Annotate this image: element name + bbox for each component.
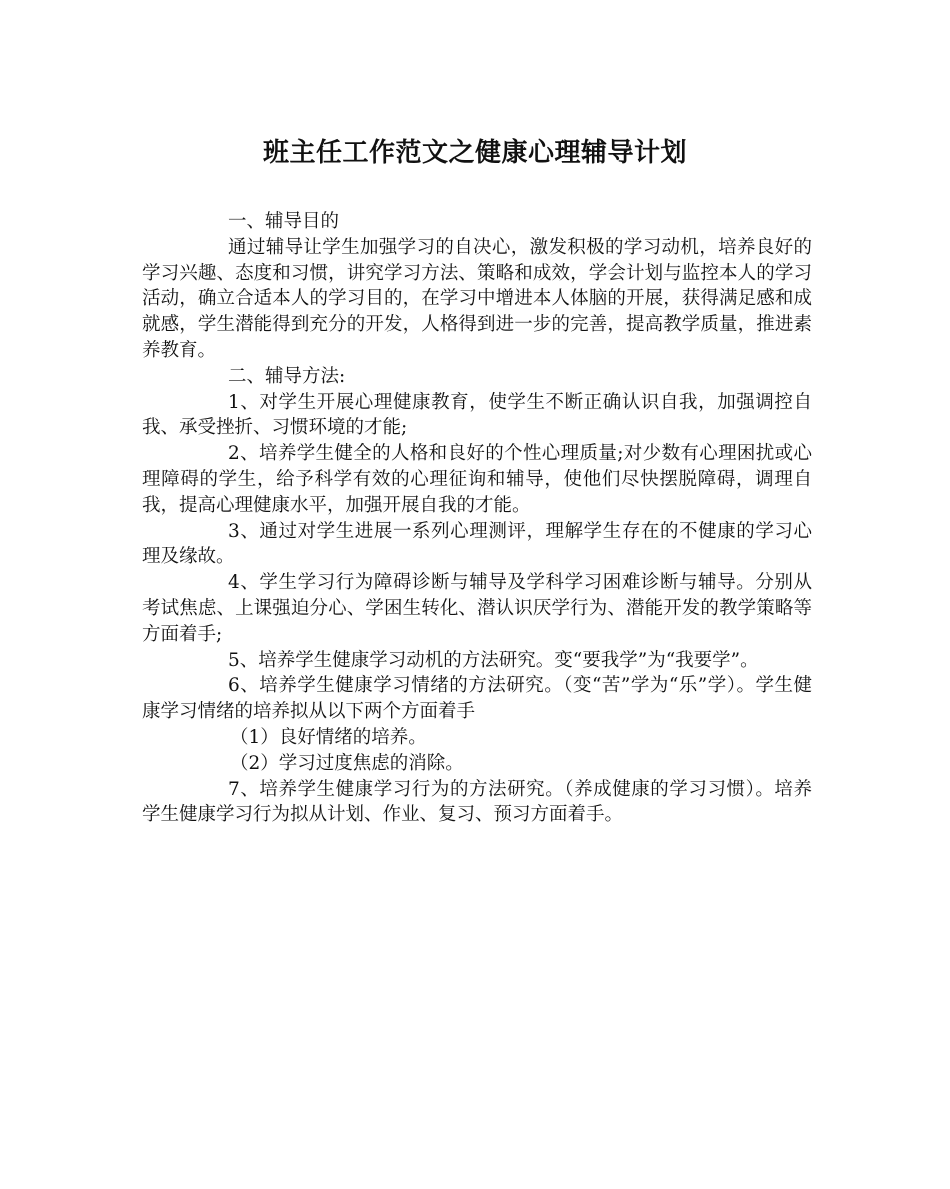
section-heading-methods: 二、辅导方法: xyxy=(228,365,346,387)
method-item-5: 5、培养学生健康学习动机的方法研究。变“要我学”为“我要学”。 xyxy=(228,649,759,671)
method-item-6-sub-1: （1）良好情绪的培养。 xyxy=(230,726,427,748)
document-body xyxy=(142,209,812,828)
method-item-3: 3、通过对学生进展一系列心理测评，理解学生存在的不健康的学习心理及缘故。 xyxy=(142,520,812,568)
method-item-2: 2、培养学生健全的人格和良好的个性心理质量;对少数有心理困扰或心理障碍的学生，给予科学有效的心理征询和辅导，使他们尽快摆脱障碍，调理自我，提高心理健康水平，加强开展自我的才能。 xyxy=(142,443,812,516)
method-item-4: 4、学生学习行为障碍诊断与辅导及学科学习困难诊断与辅导。分别从考试焦虑、上课强迫分心、学困生转化、潜认识厌学行为、潜能开发的教学策略等方面着手; xyxy=(142,572,812,645)
method-item-1: 1、对学生开展心理健康教育，使学生不断正确认识自我，加强调控自我、承受挫折、习惯环境的才能; xyxy=(142,391,812,439)
method-item-6: 6、培养学生健康学习情绪的方法研究。（变“苦”学为“乐”学）。学生健康学习情绪的培养拟从以下两个方面着手 xyxy=(142,675,812,723)
goal-paragraph: 通过辅导让学生加强学习的自决心，激发积极的学习动机，培养良好的学习兴趣、态度和习惯，讲究学习方法、策略和成效，学会计划与监控本人的学习活动，确立合适本人的学习目的，在学习中增进本人体脑的开展，获得满足感和成就感，学生潜能得到充分的开发，人格得到进一步的完善，提高教学质量，推进素养教育。 xyxy=(142,236,812,361)
method-item-7: 7、培养学生健康学习行为的方法研究。（养成健康的学习习惯）。培养学生健康学习行为拟从计划、作业、复习、预习方面着手。 xyxy=(142,778,812,826)
document-title: 班主任工作范文之健康心理辅导计划 xyxy=(262,138,687,168)
method-item-6-sub-2: （2）学习过度焦虑的消除。 xyxy=(230,752,464,774)
section-heading-goal: 一、辅导目的 xyxy=(228,211,340,232)
